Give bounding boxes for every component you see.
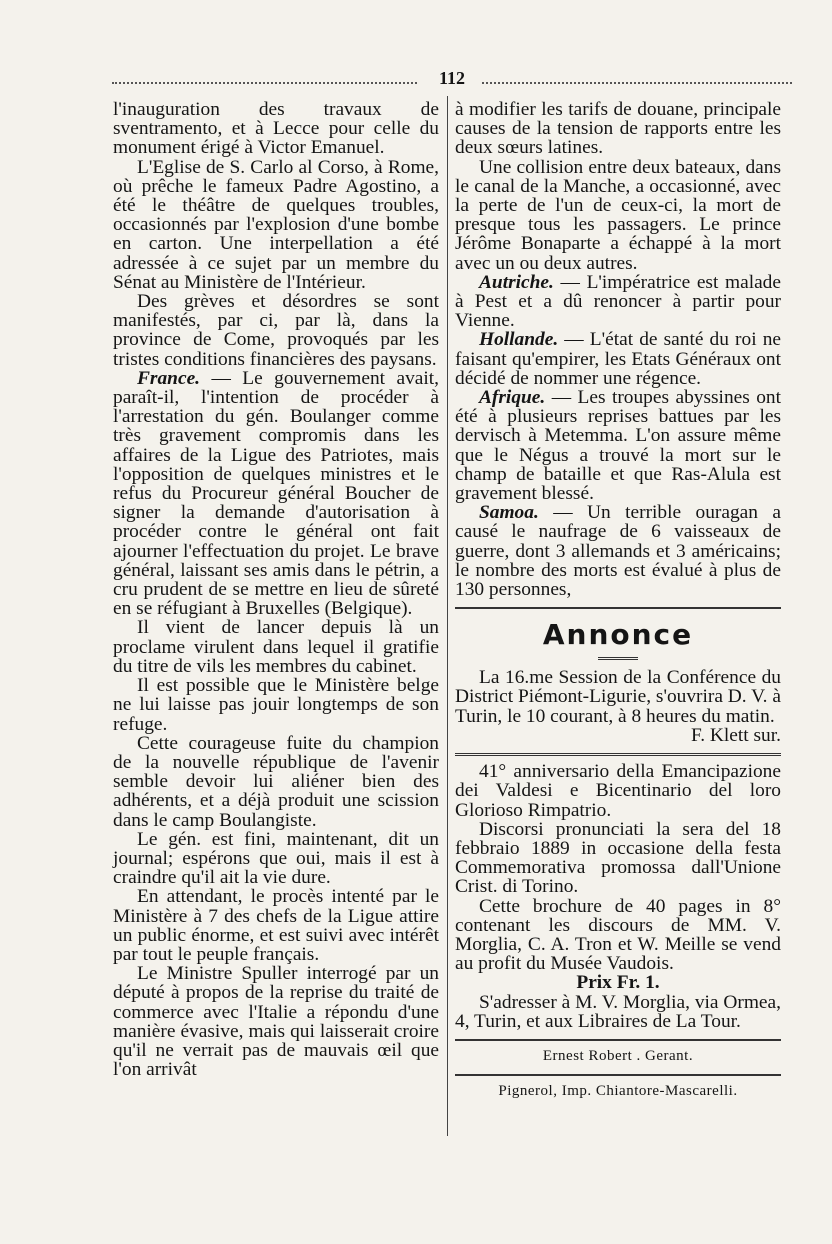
section-label-hollande: Hollande. — [479, 329, 559, 351]
annonce-title: Annonce — [542, 618, 694, 652]
brochure-price: Prix Fr. 1. — [576, 972, 660, 994]
section-label-afrique: Afrique. — [479, 387, 546, 409]
annonce-signature: F. Klett sur. — [690, 724, 781, 746]
header-rule-left — [112, 82, 417, 84]
article-paragraph: Autriche. — L'impératrice est malade à Pest et a dû renoncer à partir pour Vienne. — [455, 271, 781, 332]
article-paragraph: à modifier les tarifs de douane, principale causes de la tension de rapports entre les deux sœurs latines. — [455, 99, 781, 159]
section-rule — [455, 753, 781, 756]
section-label-france: France. — [137, 367, 201, 389]
article-paragraph: l'inauguration des travaux de sventramento, et à Lecce pour celle du monument érigé à Victor Emanuel. — [113, 99, 439, 159]
page-number: 112 — [438, 68, 465, 88]
article-paragraph: Le gén. est fini, maintenant, dit un journal; espérons que oui, mais il est à craindre qu'il ait la vie dure. — [113, 828, 439, 889]
brochure-paragraph: Cette brochure de 40 pages in 8° contenant les discours de MM. V. Morglia, C. A. Tron et W. Meille se vend au profit du Musée Vaudois. — [455, 895, 781, 975]
article-paragraph: Il est possible que le Ministère belge ne lui laisse pas jouir longtemps de son refuge. — [113, 675, 439, 735]
section-label-autriche: Autriche. — [479, 271, 554, 293]
article-paragraph: Le Ministre Spuller interrogé par un député à propos de la reprise du traité de commerce avec l'Italie a répondu d'une manière évasive, mais qui laisserait croire qu'il ne verrait pas de mauvais œil que l'on arrivât — [113, 963, 439, 1081]
section-rule — [455, 1039, 781, 1041]
header-rule-right — [482, 82, 792, 84]
brochure-paragraph: Discorsi pronunciati la sera del 18 febbraio 1889 in occasione della festa Commemorativa promossa dall'Unione Crist. di Torino. — [455, 818, 781, 898]
section-rule — [455, 1074, 781, 1076]
article-paragraph: France. — Le gouvernement avait, paraît-il, l'intention de procéder à l'arrestation du gén. Boulanger comme très gravement compromis dans les affaires de la Ligue des Patriotes, mais l'opposition de quelques ministres et le refus du Procureur général Boucher de signer la demande d'autorisation à procéder contre le général ont fait ajourner l'effectuation du projet. Le brave général, laissant ses amis dans le pétrin, a cru prudent de se mettre en lieu de sûreté en se réfugiant à Bruxelles (Belgique). — [113, 367, 439, 620]
title-ornament — [598, 657, 638, 660]
article-paragraph: Hollande. — L'état de santé du roi ne faisant qu'empirer, les Etats Généraux ont décidé de nommer une régence. — [455, 329, 781, 389]
page-header — [112, 68, 792, 90]
left-column — [113, 100, 439, 1079]
section-label-samoa: Samoa. — [479, 502, 539, 524]
article-paragraph: Une collision entre deux bateaux, dans le canal de la Manche, a occasionné, avec la perte de l'un de ceux-ci, la mort de presque tous les passagers. Le prince Jérôme Bonaparte a échappé à la mort avec un ou deux autres. — [455, 156, 781, 274]
article-paragraph: L'Eglise de S. Carlo al Corso, à Rome, où prêche le fameux Padre Agostino, a été le théâtre de quelques troubles, occasionnés par l'explosion d'une bombe en carton. Une interpellation a été adressée à ce sujet par un membre du Sénat au Ministère de l'Intérieur. — [113, 156, 439, 293]
brochure-title: 41° anniversario della Emancipazione dei Valdesi e Bicentinario del loro Glorioso Rimpatrio. — [455, 761, 781, 821]
brochure-address: S'adresser à M. V. Morglia, via Ormea, 4, Turin, et aux Libraires de La Tour. — [455, 991, 781, 1032]
article-paragraph: Des grèves et désordres se sont manifestés, par ci, par là, dans la province de Come, provoqués par les tristes conditions financières des paysans. — [113, 291, 439, 370]
article-paragraph: Afrique. — Les troupes abyssines ont été à plusieurs reprises battues par les dervisch à Metemma. L'on assure même que le Négus a trouvé la mort sur le champ de bataille et que Ras-Alula est gravement blessé. — [455, 387, 781, 505]
article-paragraph: Samoa. — Un terrible ouragan a causé le naufrage de 6 vaisseaux de guerre, dont 3 allemands et 3 américains; le nombre des morts est évalué à plus de 130 personnes, — [455, 502, 781, 601]
gerant-line: Ernest Robert . Gerant. — [542, 1047, 694, 1064]
annonce-text: La 16.me Session de la Conférence du District Piémont-Ligurie, s'ouvrira D. V. à Turin, le 10 courant, à 8 heures du matin. — [455, 667, 781, 727]
article-paragraph: Cette courageuse fuite du champion de la nouvelle république de l'avenir semble devoir lui aliéner bien des adhérents, et a déjà produit une scission dans le camp Boulangiste. — [113, 732, 439, 831]
section-rule — [455, 607, 781, 609]
right-column — [455, 100, 781, 1101]
article-paragraph: En attendant, le procès intenté par le Ministère à 7 des chefs de la Ligue attire un public énorme, et est suivi avec intérêt par tout le peuple français. — [113, 886, 439, 965]
column-divider — [447, 96, 448, 1136]
printer-line: Pignerol, Imp. Chiantore-Mascarelli. — [498, 1083, 738, 1100]
article-paragraph: Il vient de lancer depuis là un proclame virulent dans lequel il gratifie du titre de vils les membres du cabinet. — [113, 617, 439, 677]
